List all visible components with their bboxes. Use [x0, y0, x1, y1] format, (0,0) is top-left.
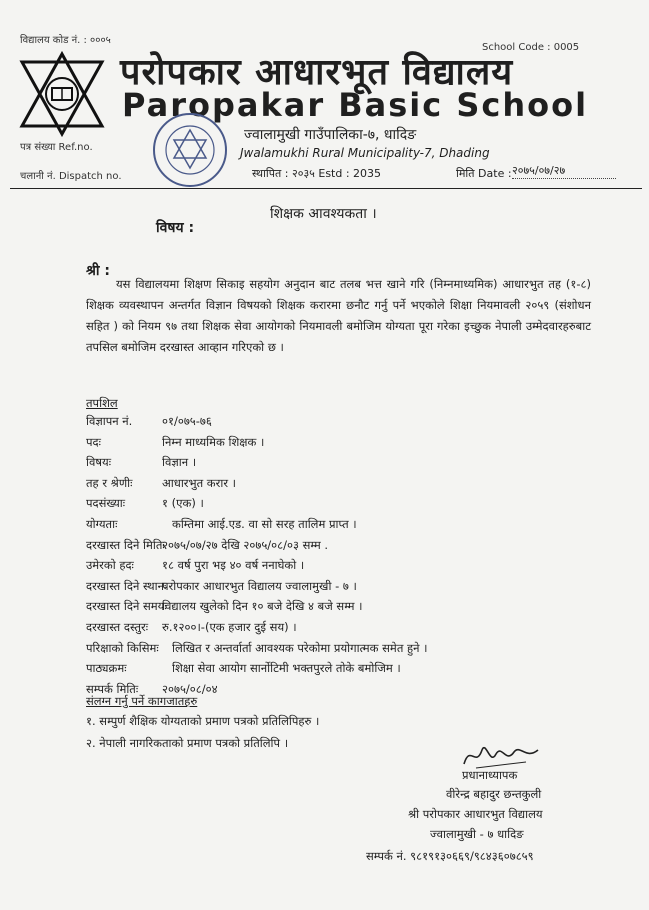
attachment-item-2: २. नेपाली नागरिकताको प्रमाण पत्रको प्रतिलिपि ।: [86, 736, 289, 750]
school-code-en: School Code : 0005: [482, 42, 580, 53]
detail-value: परोपकार आधारभुत विद्यालय ज्वालामुखी - ७ ।: [162, 578, 357, 593]
salutation: श्री :: [86, 263, 111, 279]
signature-place: ज्वालामुखी - ७ धादिङ: [430, 827, 524, 841]
detail-label: विषयः: [86, 455, 112, 470]
detail-value: कम्तिमा आई.एड. वा सो सरह तालिम प्राप्त ।: [172, 517, 357, 531]
detail-label: उमेरको हदः: [86, 558, 134, 573]
signature-contact: सम्पर्क नं. ९८१९१३०६६९/९८४३६०७८५९: [366, 849, 534, 863]
detail-label: दरखास्त दस्तुरः: [86, 620, 149, 634]
subject-title: शिक्षक आवश्यकता ।: [270, 206, 377, 222]
detail-value: निम्न माध्यमिक शिक्षक ।: [162, 434, 265, 449]
address-en: Jwalamukhi Rural Municipality-7, Dhading: [240, 146, 490, 160]
detail-value: आधारभुत करार ।: [162, 475, 237, 490]
detail-value: रु.१२००।-(एक हजार दुई सय) ।: [162, 620, 297, 634]
detail-value: २०७५/०८/०४: [162, 681, 218, 696]
detail-label: पदसंख्याः: [86, 496, 126, 511]
signature-title: प्रधानाध्यापक: [462, 768, 518, 782]
attachments-heading: संलग्न गर्नु पर्ने कागजातहरु: [86, 694, 198, 708]
detail-value: विद्यालय खुलेको दिन १० बजे देखि ४ बजे सम्म ।: [162, 599, 363, 614]
detail-label: तह र श्रेणीः: [86, 475, 133, 490]
header-rule: [10, 188, 642, 189]
detail-value: शिक्षा सेवा आयोग सार्नोटिमी भक्तपुरले तोके बमोजिम ।: [172, 661, 401, 676]
subject-label: विषय :: [156, 220, 195, 236]
date-value: २०७५/०७/२७: [512, 163, 616, 179]
dispatch-no-label: चलानी नं. Dispatch no.: [20, 171, 122, 182]
address-np: ज्वालामुखी गाउँपालिका-७, धादिङ: [244, 127, 417, 143]
detail-label: दरखास्त दिने समयः: [86, 599, 167, 614]
detail-label: पदः: [86, 434, 101, 449]
detail-label: दरखास्त दिने स्थानः: [86, 578, 167, 593]
signature-school: श्री परोपकार आधारभुत विद्यालय: [408, 807, 543, 821]
school-seal-icon: [150, 110, 230, 190]
ref-no-label: पत्र संख्या Ref.no.: [20, 142, 93, 153]
signature-name: वीरेन्द्र बहादुर छन्तकुली: [446, 787, 542, 801]
detail-label: पाठ्यक्रमः: [86, 661, 127, 676]
detail-value: लिखित र अन्तर्वार्ता आवश्यक परेकोमा प्रयोगात्मक समेत हुने ।: [172, 640, 428, 655]
school-name-np: परोपकार आधारभूत विद्यालय: [120, 51, 514, 93]
detail-label: विज्ञापन नं.: [86, 414, 133, 428]
school-code-np: विद्यालय कोड नं. : ०००५: [20, 35, 111, 46]
detail-label: योग्यताः: [86, 517, 118, 531]
signature-scribble-icon: [456, 738, 546, 772]
details-heading: तपशिल: [86, 396, 118, 410]
detail-value: विज्ञान ।: [162, 455, 197, 470]
detail-value: १८ वर्ष पुरा भइ ४० वर्ष ननाघेको ।: [162, 558, 305, 573]
school-name-en: Paropakar Basic School: [122, 86, 589, 124]
date-label: मिति Date :: [456, 167, 512, 180]
established: स्थापित : २०३५ Estd : 2035: [252, 167, 382, 180]
detail-value: ०१/०७५-७६: [162, 414, 212, 428]
detail-value: १ (एक) ।: [162, 496, 204, 511]
detail-label: सम्पर्क मितिः: [86, 681, 139, 696]
school-logo-icon: [18, 50, 106, 138]
body-paragraph: यस विद्यालयमा शिक्षण सिकाइ सहयोग अनुदान बाट तलब भत्त खाने गरि (निम्नमाध्यमिक) आधारभुत तह (१-८) शिक्षक व्यवस्थापन अन्तर्गत विज्ञान विषयको शिक्षक करारमा छनौट गर्नु पर्ने भएकोले शिक्षा नियमावली २०५९ (संशोधन सहित ) को नियम ९७ तथा शिक्षक सेवा आयोगको नियमावली बमोजिम योग्यता पूरा गरेका इच्छुक नेपाली उम्मेदवारहरुबाट तपसिल बमोजिम दरखास्त आव्हान गरिएको छ ।: [86, 277, 591, 354]
detail-label: दरखास्त दिने मितिः: [86, 537, 165, 552]
detail-value: २०७५/०७/२७ देखि २०७५/०८/०३ सम्म .: [162, 537, 329, 552]
attachment-item-1: १. सम्पुर्ण शैक्षिक योग्यताको प्रमाण पत्रको प्रतिलिपिहरु ।: [86, 714, 320, 728]
detail-label: परिक्षाको किसिमः: [86, 640, 159, 655]
